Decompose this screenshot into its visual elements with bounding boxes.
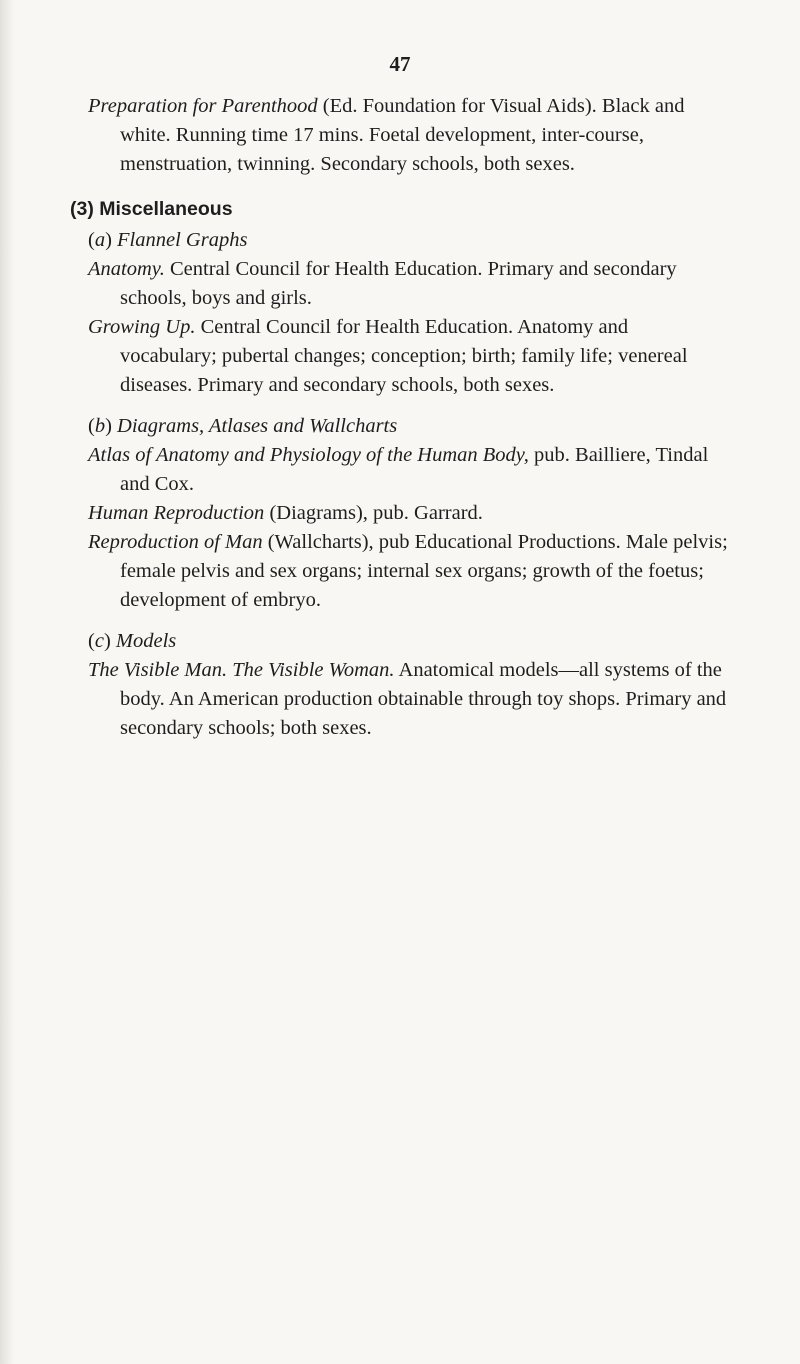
subsection-letter: c xyxy=(94,630,104,652)
entry-title: Human Reproduction xyxy=(88,502,265,524)
entry-title: Reproduction of Man xyxy=(88,531,263,553)
entry-text: (Diagrams), pub. Garrard. xyxy=(264,502,483,524)
subsection-heading: (a) Flannel Graphs xyxy=(88,229,248,251)
entry-title: Anatomy. xyxy=(88,258,165,280)
subsection-models xyxy=(88,627,728,743)
entry-title: Preparation for Parenthood xyxy=(88,95,318,117)
subsection-flannel-graphs xyxy=(88,226,728,400)
entry-title: The Visible Man. The Visible Woman. xyxy=(88,659,395,681)
page-content xyxy=(70,92,728,743)
section-heading-miscellaneous: (3) Miscellaneous xyxy=(70,198,233,220)
entry-human-reproduction xyxy=(88,499,728,528)
subsection-title: Diagrams, Atlases and Wallcharts xyxy=(117,415,398,437)
entry-text: Central Council for Health Education. Anatomy and vocabulary; pubertal changes; conception; birth; family life; venereal diseases. Primary and secondary schools, both sexes. xyxy=(120,316,688,396)
subsection-diagrams-atlases-wallcharts xyxy=(88,412,728,615)
entry-title: Atlas of Anatomy and Physiology of the Human Body, xyxy=(88,444,529,466)
subsection-title: Flannel Graphs xyxy=(117,229,248,251)
page-edge-shadow xyxy=(0,0,14,1364)
subsection-heading: (b) Diagrams, Atlases and Wallcharts xyxy=(88,415,398,437)
entry-reproduction-of-man xyxy=(88,528,728,615)
entry-preparation-for-parenthood xyxy=(88,92,728,179)
subsection-heading: (c) Models xyxy=(88,630,177,652)
entry-atlas-of-anatomy xyxy=(88,441,728,499)
entry-growing-up xyxy=(88,313,728,400)
subsection-letter: b xyxy=(94,415,106,437)
entry-title: Growing Up. xyxy=(88,316,196,338)
entry-text: Anatomical models—all systems of the body. An American production obtainable through toy shops. Primary and secondary schools; both sexes. xyxy=(120,659,727,739)
page-number: 47 xyxy=(389,52,411,76)
entry-text: (Ed. Foundation for Visual Aids). Black and white. Running time 17 mins. Foetal development, inter-course, menstruation, twinning. Secondary schools, both sexes. xyxy=(120,95,685,175)
subsection-letter: a xyxy=(94,229,106,251)
entry-anatomy xyxy=(88,255,728,313)
entry-text: pub. Bailliere, Tindal and Cox. xyxy=(120,444,709,495)
entry-text: Central Council for Health Education. Primary and secondary schools, boys and girls. xyxy=(120,258,677,309)
entry-text: (Wallcharts), pub Educational Productions. Male pelvis; female pelvis and sex organs; internal sex organs; growth of the foetus; development of embryo. xyxy=(120,531,728,611)
subsection-title: Models xyxy=(115,630,177,652)
entry-visible-man-woman xyxy=(88,656,728,743)
